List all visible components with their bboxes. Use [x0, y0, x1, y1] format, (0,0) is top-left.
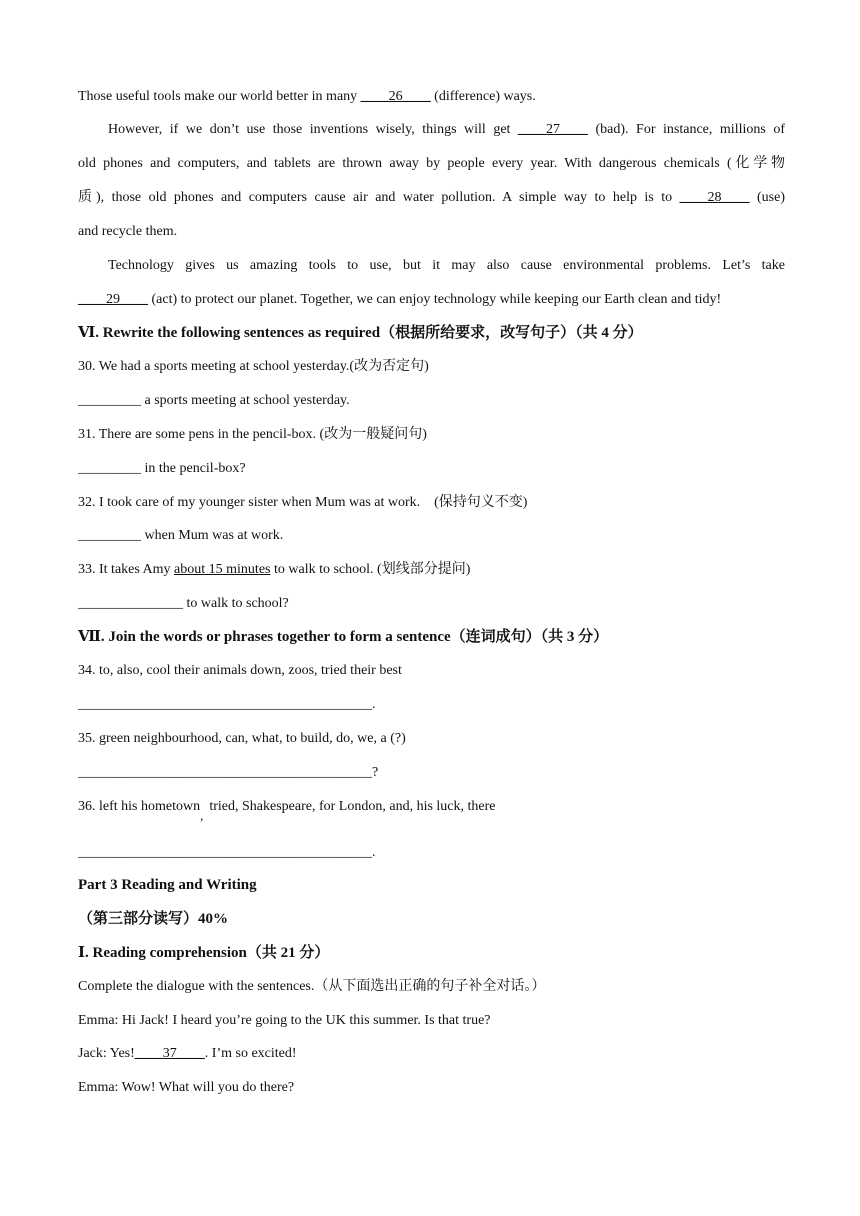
- dialogue-line: Emma: Hi Jack! I heard you’re going to the UK this summer. Is that true?: [78, 1013, 491, 1028]
- answer-line-35[interactable]: __________________________________________?: [78, 765, 379, 780]
- part-3-subtitle: （第三部分读写）40%: [78, 911, 229, 927]
- question-35: 35. green neighbourhood, can, what, to build, do, we, a (?): [78, 731, 406, 746]
- passage-line-29: ____29____ (act) to protect our planet. Together, we can enjoy technology while keeping our Earth clean and tidy!: [78, 292, 722, 307]
- question-33: 33. It takes Amy about 15 minutes to walk to school. (划线部分提问): [78, 562, 471, 577]
- section-7-heading: Ⅶ. Join the words or phrases together to form a sentence（连词成句）（共 3 分）: [78, 629, 609, 645]
- dialogue-line: Emma: Wow! What will you do there?: [78, 1080, 295, 1095]
- answer-blank[interactable]: _________: [78, 393, 141, 408]
- reading-heading: Ⅰ. Reading comprehension（共 21 分）: [78, 945, 330, 961]
- section-6-heading: Ⅵ. Rewrite the following sentences as required（根据所给要求，改写句子）（共 4 分）: [78, 325, 643, 341]
- passage-line: Technology gives us amazing tools to use, but it may also cause environmental problems. Let’s take: [108, 258, 785, 273]
- question-36: 36. left his hometown,tried, Shakespeare, for London, and, his luck, there: [78, 799, 496, 823]
- passage-line-26: Those useful tools make our world better in many ____26____ (difference) ways.: [78, 89, 536, 104]
- answer-blank[interactable]: _________: [78, 461, 141, 476]
- part-3-title: Part 3 Reading and Writing: [78, 877, 257, 893]
- answer-33: _______________ to walk to school?: [78, 596, 289, 611]
- blank-29[interactable]: ____29____: [78, 292, 148, 307]
- passage-line: and recycle them.: [78, 224, 178, 239]
- answer-blank[interactable]: _________: [78, 528, 141, 543]
- instruction: Complete the dialogue with the sentences.（从下面选出正确的句子补全对话。）: [78, 979, 546, 994]
- question-31: 31. There are some pens in the pencil-box. (改为一般疑问句): [78, 427, 427, 442]
- answer-blank[interactable]: _______________: [78, 596, 183, 611]
- passage-line-28: 质), those old phones and computers cause air and water pollution. A simple way to help is to ____28____ (use): [78, 190, 785, 205]
- blank-37[interactable]: ____37____: [134, 1046, 205, 1061]
- dialogue-line-37: Jack: Yes!____37____. I’m so excited!: [78, 1046, 297, 1061]
- blank-28[interactable]: ____28____: [679, 190, 750, 205]
- answer-line-34[interactable]: __________________________________________.: [78, 697, 376, 712]
- blank-27[interactable]: ____27____: [517, 122, 588, 137]
- answer-32: _________ when Mum was at work.: [78, 528, 284, 543]
- question-34: 34. to, also, cool their animals down, zoos, tried their best: [78, 663, 402, 678]
- question-30: 30. We had a sports meeting at school yesterday.(改为否定句): [78, 359, 429, 374]
- passage-line: old phones and computers, and tablets are thrown away by people every year. With dangerous chemicals (化学物: [78, 156, 785, 171]
- underlined-phrase: about 15 minutes: [174, 562, 271, 577]
- answer-line-36[interactable]: __________________________________________.: [78, 845, 376, 860]
- passage-line-27: However, if we don’t use those inventions wisely, things will get ____27____ (bad). For instance, millions of: [108, 122, 785, 137]
- blank-26[interactable]: ____26____: [360, 89, 431, 104]
- answer-30: _________ a sports meeting at school yesterday.: [78, 393, 350, 408]
- question-32: 32. I took care of my younger sister when Mum was at work. (保持句义不变): [78, 495, 528, 510]
- answer-31: _________ in the pencil-box?: [78, 461, 246, 476]
